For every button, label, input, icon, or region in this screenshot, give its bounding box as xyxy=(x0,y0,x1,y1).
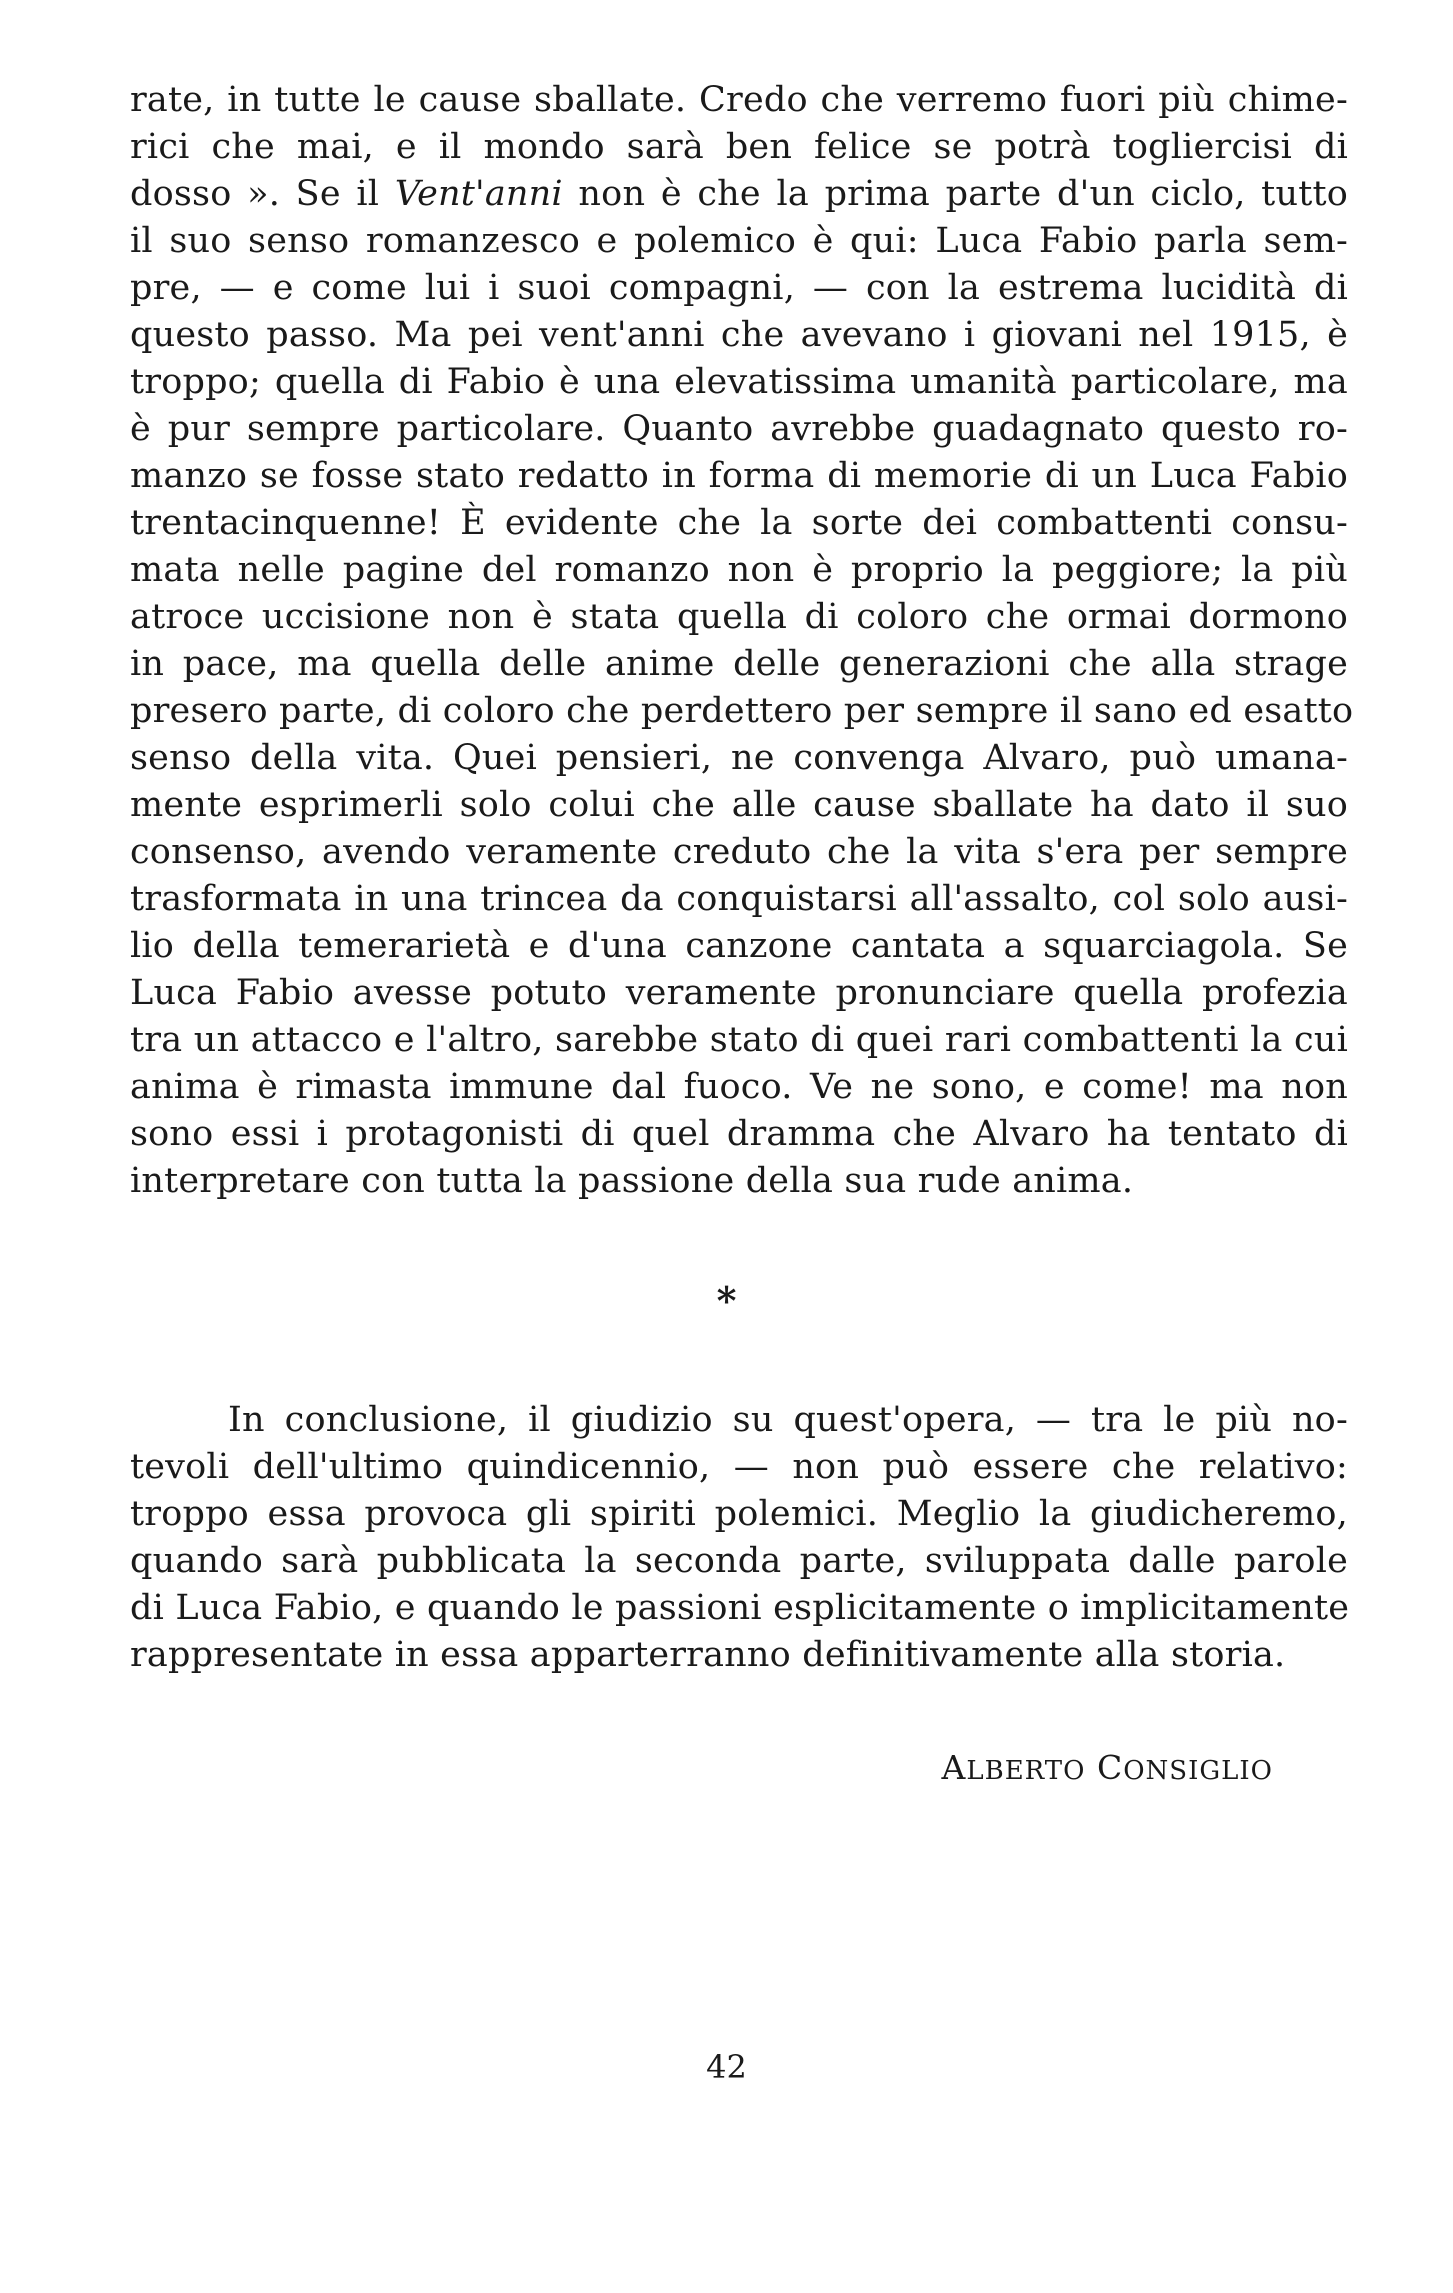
signature-initial: C xyxy=(1096,1748,1124,1787)
text-line: Luca Fabio avesse potuto veramente pronunciare quella profezia xyxy=(130,973,1348,1013)
text-line: lio della temerarietà e d'una canzone cantata a squarciagola. Se xyxy=(130,926,1348,966)
text-line: quando sarà pubblicata la seconda parte, sviluppata dalle parole xyxy=(130,1541,1348,1581)
text-line: rici che mai, e il mondo sarà ben felice se potrà togliercisi di xyxy=(130,127,1348,167)
text-line: questo passo. Ma pei vent'anni che avevano i giovani nel 1915, è xyxy=(130,315,1348,355)
text-line: rappresentate in essa apparterranno definitivamente alla storia. xyxy=(130,1635,1286,1675)
text-line: troppo; quella di Fabio è una elevatissima umanità particolare, ma xyxy=(130,362,1348,402)
signature-first-name: LBERTO xyxy=(966,1756,1086,1786)
line-start: dosso ». Se il xyxy=(130,174,395,214)
text-line: in pace, ma quella delle anime delle generazioni che alla strage xyxy=(130,644,1348,684)
signature-last-name: ONSIGLIO xyxy=(1123,1756,1273,1786)
line-end: non è che la prima parte d'un ciclo, tutto xyxy=(562,174,1348,214)
text-line: rate, in tutte le cause sballate. Credo che verremo fuori più chime- xyxy=(130,80,1348,120)
text-line: manzo se fosse stato redatto in forma di memorie di un Luca Fabio xyxy=(130,456,1348,496)
text-line: pre, — e come lui i suoi compagni, — con la estrema lucidità di xyxy=(130,268,1348,308)
text-line: trentacinquenne! È evidente che la sorte dei combattenti consu- xyxy=(130,503,1348,543)
text-line: anima è rimasta immune dal fuoco. Ve ne sono, e come! ma non xyxy=(130,1067,1348,1107)
text-line xyxy=(130,170,1348,219)
text-line: mata nelle pagine del romanzo non è proprio la peggiore; la più xyxy=(130,550,1348,590)
text-line: tevoli dell'ultimo quindicennio, — non può essere che relativo: xyxy=(130,1447,1348,1487)
page-number: 42 xyxy=(706,2048,747,2086)
book-title: Vent'anni xyxy=(394,174,563,214)
signature-initial: A xyxy=(941,1748,967,1787)
text-line: il suo senso romanzesco e polemico è qui: Luca Fabio parla sem- xyxy=(130,221,1348,261)
author-signature xyxy=(941,1748,1273,1787)
section-separator: * xyxy=(716,1278,737,1323)
text-line: tra un attacco e l'altro, sarebbe stato di quei rari combattenti la cui xyxy=(130,1020,1348,1060)
text-line: senso della vita. Quei pensieri, ne convenga Alvaro, può umana- xyxy=(130,738,1348,778)
text-line: trasformata in una trincea da conquistarsi all'assalto, col solo ausi- xyxy=(130,879,1348,919)
text-line: consenso, avendo veramente creduto che la vita s'era per sempre xyxy=(130,832,1348,872)
text-line: è pur sempre particolare. Quanto avrebbe guadagnato questo ro- xyxy=(130,409,1348,449)
text-line: mente esprimerli solo colui che alle cause sballate ha dato il suo xyxy=(130,785,1348,825)
text-line: di Luca Fabio, e quando le passioni esplicitamente o implicitamente xyxy=(130,1588,1350,1628)
text-line: presero parte, di coloro che perdettero per sempre il sano ed esatto xyxy=(130,691,1354,731)
text-line: In conclusione, il giudizio su quest'opera, — tra le più no- xyxy=(228,1400,1348,1440)
text-line: interpretare con tutta la passione della sua rude anima. xyxy=(130,1161,1134,1201)
text-line: sono essi i protagonisti di quel dramma che Alvaro ha tentato di xyxy=(130,1114,1348,1154)
text-line: atroce uccisione non è stata quella di coloro che ormai dormono xyxy=(130,597,1348,637)
text-line: troppo essa provoca gli spiriti polemici. Meglio la giudicheremo, xyxy=(130,1494,1348,1534)
